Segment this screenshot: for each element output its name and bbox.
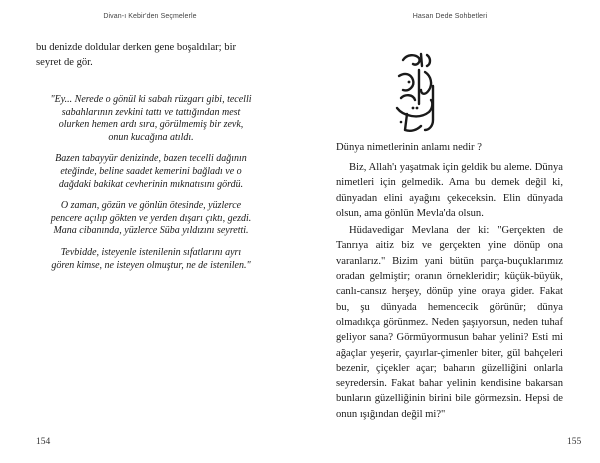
poem-line: O zaman, gözün ve gönlün ötesinde, yüzlerce <box>60 200 242 212</box>
poem-stanza <box>36 247 266 272</box>
body-paragraph: Biz, Allah'ı yaşatmak için geldik bu aleme. Dünya nimetleri için gelmedik. Ama bu demek değil ki, dünyadan elini ayağını çekeceksin. Elin dünyada olsun, ama gönlün Mevla'da olsun. <box>336 162 563 219</box>
poem-block <box>36 94 266 281</box>
poem-line: dağdaki bakikat cevherinin mıknatısını gördü. <box>58 178 244 190</box>
intro-paragraph: bu denizde doldular derken gene boşaldılar; bir seyret de gör. <box>36 42 237 69</box>
question-heading: Dünya nimetlerinin anlamı nedir ? <box>336 142 482 153</box>
left-page-number: 154 <box>36 437 51 447</box>
poem-line: gören kimse, ne isteyen olmuştur, ne de istenilen." <box>51 259 251 271</box>
poem-line: "Ey... Nerede o gönül ki sabah rüzgarı gibi, tecelli <box>50 94 252 105</box>
poem-line: Tevbidde, isteyenle istenilenin sıfatlarını ayrı <box>60 246 242 258</box>
body-paragraph: Hüdavedigar Mevlana der ki: "Gerçekten de Tanrıya aitiz biz ve gerçekten yine dönüp ona varanlarız." Bizim yani bütün parça-buçuklarımız oradan gelmiştir; oranın örnekleridir; küçük-büyük, canlı-cansız herşey, dönüp yine oraya gider. Fakat bu, şu dünyada hemencecik görünür; dünya olmadıkça görünmez. Neden şaşıyorsun, neden tuhaf geliyor sana? Görmüyormusun bahar yelini? Esti mi ağaçlar yeşerir, çayırlar-çimenler biter, gül bahçeleri bezenir, çiçekler açar; baharın güzelliğini onlarla seyredersin. Fakat bahar yelinin kendisine bakarsan bunların güzelliğinin birini bile görmezsin. Hepsi de onun ışığından değil mi?" <box>336 225 563 420</box>
poem-stanza <box>36 94 266 144</box>
left-running-head: Divan-ı Kebir'den Seçmelerle <box>103 13 197 20</box>
poem-stanza <box>36 200 266 238</box>
calligraphy-seal-icon <box>391 46 439 136</box>
right-body-text <box>336 160 563 422</box>
right-running-head: Hasan Dede Sohbetleri <box>412 13 488 20</box>
poem-line: eteğinde, beline saadet kemerini bağladı ve o <box>60 165 242 177</box>
left-intro-text <box>36 40 263 71</box>
poem-line: Mana cibanında, yüzlerce Süba yıldızını seyretti. <box>53 225 249 237</box>
poem-line: pencere açılıp gökten ve yerden dışarı çıktı, gezdi. <box>50 212 252 224</box>
poem-line: onun kucağına atıldı. <box>108 131 194 143</box>
poem-line: sabahlarının zevkini tattı ve tattığından mest <box>61 106 241 118</box>
poem-line: Bazen tabayyür denizinde, bazen tecelli dağının <box>55 153 247 165</box>
poem-stanza <box>36 153 266 191</box>
right-page-number: 155 <box>567 437 582 447</box>
poem-line: olurken hemen ardı sıra, görülmemiş bir zevk, <box>58 119 244 131</box>
right-page <box>300 0 600 463</box>
